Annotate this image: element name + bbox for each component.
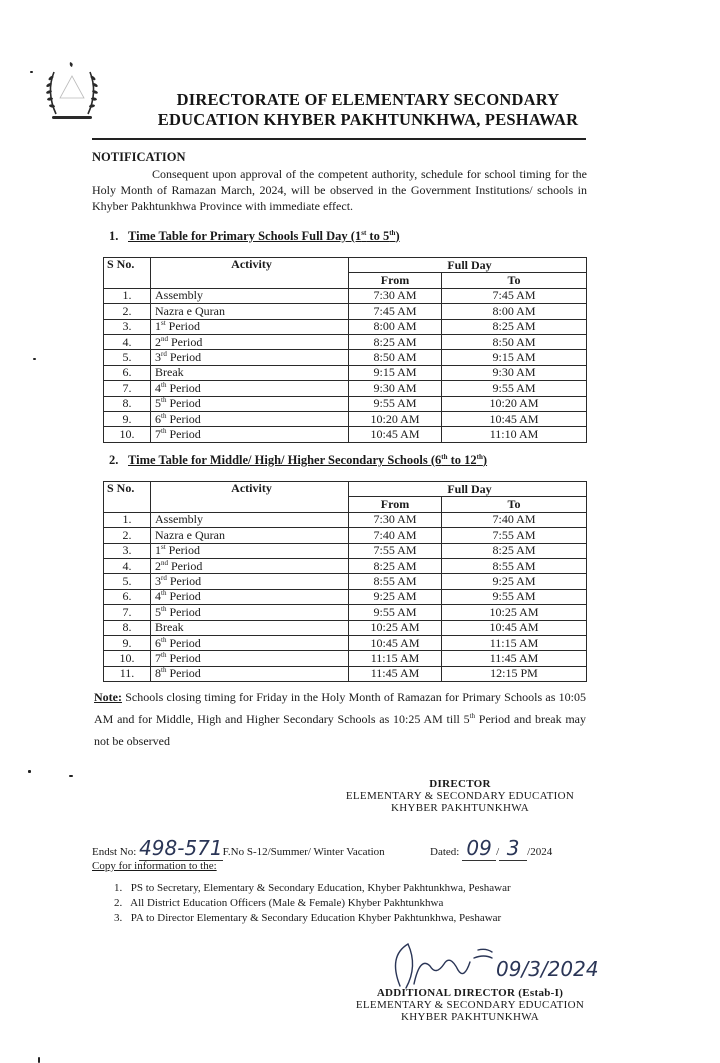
cell-to: 9:30 AM: [442, 365, 587, 380]
cell-sno: 6.: [104, 589, 151, 604]
table-row: [104, 304, 587, 319]
note-label: Note:: [94, 690, 122, 704]
cell-activity: Nazra e Quran: [151, 304, 349, 319]
section-number: 1.: [109, 229, 119, 243]
dated-label: Dated:: [430, 846, 460, 858]
table-row: [104, 288, 587, 303]
cell-activity: 3rd Period: [151, 350, 349, 365]
cell-sno: 10.: [104, 427, 151, 442]
cell-to: 7:40 AM: [442, 512, 587, 527]
table-row: [104, 651, 587, 666]
friday-note: Note: Schools closing timing for Friday in the Holy Month of Ramazan for Primary Schools as 10:05 AM and for Middle, High and Higher Secondary Schools as 10:25 AM till 5th Period and break may not be observed: [94, 690, 586, 748]
col-header-to: To: [442, 497, 587, 512]
header-divider: [92, 138, 586, 140]
cell-from: 11:45 AM: [349, 666, 442, 681]
dated-day: 09: [462, 836, 496, 861]
cell-activity: 1st Period: [151, 543, 349, 558]
cell-sno: 1.: [104, 288, 151, 303]
cell-from: 8:50 AM: [349, 350, 442, 365]
cell-sno: 5.: [104, 350, 151, 365]
section-number: 2.: [109, 453, 119, 467]
cell-from: 7:55 AM: [349, 543, 442, 558]
cell-from: 7:30 AM: [349, 512, 442, 527]
col-header-activity: Activity: [151, 482, 349, 513]
note-text: Schools closing timing for Friday in the Holy Month of Ramazan for Primary Schools as 10:05 AM and for Middle, High and Higher Secondary Schools as 10:25 AM till 5: [94, 690, 586, 726]
scan-speck: [69, 775, 73, 777]
cell-from: 9:15 AM: [349, 365, 442, 380]
cell-to: 9:55 AM: [442, 589, 587, 604]
cell-sno: 2.: [104, 528, 151, 543]
cell-from: 10:20 AM: [349, 411, 442, 426]
cell-to: 10:20 AM: [442, 396, 587, 411]
table-row: [104, 543, 587, 558]
copy-list-item: 3. PA to Director Elementary & Secondary Education Khyber Pakhtunkhwa, Peshawar: [114, 912, 502, 924]
cell-to: 11:15 AM: [442, 635, 587, 650]
additional-director-block: [320, 987, 620, 1023]
cell-activity: 6th Period: [151, 635, 349, 650]
cell-activity: 4th Period: [151, 381, 349, 396]
cell-to: 9:15 AM: [442, 350, 587, 365]
col-header-from: From: [349, 497, 442, 512]
table-row: [104, 512, 587, 527]
cell-sno: 4.: [104, 334, 151, 349]
signatory-province: KHYBER PAKHTUNKHWA: [391, 802, 529, 814]
col-header-sno: S No.: [104, 258, 151, 289]
signature-date: 09/3/2024: [496, 957, 599, 981]
signatory-title: DIRECTOR: [429, 778, 491, 790]
org-header-line2: EDUCATION KHYBER PAKHTUNKHWA, PESHAWAR: [157, 110, 579, 129]
scan-speck: [28, 770, 31, 773]
copy-list-item: 1. PS to Secretary, Elementary & Secondary Education, Khyber Pakhtunkhwa, Peshawar: [114, 882, 511, 894]
cell-activity: 2nd Period: [151, 334, 349, 349]
cell-sno: 11.: [104, 666, 151, 681]
cell-to: 7:45 AM: [442, 288, 587, 303]
section-title-text: Time Table for Middle/ High/ Higher Secondary Schools (6th to 12th): [128, 452, 488, 467]
cell-activity: 1st Period: [151, 319, 349, 334]
endst-label: Endst No:: [92, 846, 137, 858]
table-row: [104, 558, 587, 573]
table-row: [104, 365, 587, 380]
secondary-timetable: [103, 481, 587, 682]
cell-activity: Nazra e Quran: [151, 528, 349, 543]
section-1-title: [109, 229, 400, 244]
section-2-title: [109, 453, 487, 468]
cell-activity: 6th Period: [151, 411, 349, 426]
dated-year: /2024: [527, 846, 553, 858]
table-row: [104, 350, 587, 365]
col-header-to: To: [442, 273, 587, 288]
cell-from: 7:30 AM: [349, 288, 442, 303]
col-header-full-day: Full Day: [349, 258, 587, 273]
cell-sno: 3.: [104, 543, 151, 558]
copy-list-item: 2. All District Education Officers (Male & Female) Khyber Pakhtunkhwa: [114, 897, 444, 909]
note-text-end: Period and break may not be observed: [94, 712, 586, 748]
cell-to: 11:45 AM: [442, 651, 587, 666]
cell-sno: 2.: [104, 304, 151, 319]
intro-text: Consequent upon approval of the competent authority, schedule for school timing for the Holy Month of Ramazan March, 2024, will be observed in the Government Institutions/ schools in Khyber Pakhtunkhwa Province with immediate effect.: [92, 167, 587, 213]
file-number: F.No S-12/Summer/ Winter Vacation: [222, 846, 385, 858]
cell-activity: 2nd Period: [151, 558, 349, 573]
cell-from: 10:45 AM: [349, 635, 442, 650]
cell-activity: Assembly: [151, 288, 349, 303]
cell-from: 9:55 AM: [349, 605, 442, 620]
primary-timetable: [103, 257, 587, 443]
dated-month: 3: [499, 836, 527, 861]
cell-from: 9:55 AM: [349, 396, 442, 411]
cell-sno: 8.: [104, 396, 151, 411]
additional-director-province: KHYBER PAKHTUNKHWA: [401, 1011, 539, 1023]
cell-activity: 4th Period: [151, 589, 349, 604]
table-row: [104, 635, 587, 650]
table-row: [104, 381, 587, 396]
cell-sno: 9.: [104, 635, 151, 650]
col-header-activity: Activity: [151, 258, 349, 289]
cell-from: 7:45 AM: [349, 304, 442, 319]
cell-activity: 5th Period: [151, 605, 349, 620]
cell-to: 8:25 AM: [442, 319, 587, 334]
cell-to: 10:25 AM: [442, 605, 587, 620]
section-title-text: Time Table for Primary Schools Full Day (1st to 5th): [128, 228, 400, 243]
table-row: [104, 528, 587, 543]
cell-sno: 8.: [104, 620, 151, 635]
table-row: [104, 411, 587, 426]
endst-number: 498-571: [139, 836, 223, 860]
kpk-emblem-icon: [42, 58, 102, 126]
cell-from: 8:25 AM: [349, 558, 442, 573]
cell-to: 7:55 AM: [442, 528, 587, 543]
cell-activity: 8th Period: [151, 666, 349, 681]
cell-from: 10:25 AM: [349, 620, 442, 635]
cell-activity: 5th Period: [151, 396, 349, 411]
cell-activity: 3rd Period: [151, 574, 349, 589]
signatory-dept: ELEMENTARY & SECONDARY EDUCATION: [345, 790, 575, 802]
col-header-full-day: Full Day: [349, 482, 587, 497]
table-row: [104, 334, 587, 349]
cell-sno: 10.: [104, 651, 151, 666]
cell-from: 9:30 AM: [349, 381, 442, 396]
cell-activity: Break: [151, 365, 349, 380]
copy-title: Copy for information to the:: [92, 860, 217, 872]
cell-from: 9:25 AM: [349, 589, 442, 604]
cell-to: 8:55 AM: [442, 558, 587, 573]
notification-title: NOTIFICATION: [92, 150, 186, 164]
cell-to: 9:55 AM: [442, 381, 587, 396]
dated-line: Dated: 09 / 3 /2024: [430, 836, 553, 860]
org-header-line1: DIRECTORATE OF ELEMENTARY SECONDARY: [176, 90, 560, 109]
cell-sno: 9.: [104, 411, 151, 426]
cell-to: 10:45 AM: [442, 620, 587, 635]
cell-to: 8:50 AM: [442, 334, 587, 349]
cell-to: 8:00 AM: [442, 304, 587, 319]
notification-intro: [92, 166, 587, 214]
cell-sno: 3.: [104, 319, 151, 334]
table-row: [104, 620, 587, 635]
additional-director-dept: ELEMENTARY & SECONDARY EDUCATION: [355, 999, 585, 1011]
cell-sno: 5.: [104, 574, 151, 589]
table-row: [104, 605, 587, 620]
cell-activity: Assembly: [151, 512, 349, 527]
table-row: [104, 574, 587, 589]
scan-speck: [33, 358, 36, 360]
cell-activity: Break: [151, 620, 349, 635]
scan-speck: [30, 71, 33, 73]
col-header-sno: S No.: [104, 482, 151, 513]
cell-from: 7:40 AM: [349, 528, 442, 543]
cell-sno: 7.: [104, 605, 151, 620]
cell-from: 11:15 AM: [349, 651, 442, 666]
cell-to: 10:45 AM: [442, 411, 587, 426]
table-row: [104, 427, 587, 442]
table-row: [104, 396, 587, 411]
cell-sno: 6.: [104, 365, 151, 380]
table-row: [104, 319, 587, 334]
cell-to: 11:10 AM: [442, 427, 587, 442]
additional-director-title: ADDITIONAL DIRECTOR (Estab-I): [376, 987, 564, 999]
cell-activity: 7th Period: [151, 651, 349, 666]
scan-speck: [38, 1057, 40, 1063]
cell-sno: 7.: [104, 381, 151, 396]
cell-from: 8:25 AM: [349, 334, 442, 349]
endorsement-line: [92, 836, 385, 861]
cell-sno: 1.: [104, 512, 151, 527]
copy-list: [114, 881, 511, 926]
cell-from: 8:00 AM: [349, 319, 442, 334]
cell-from: 10:45 AM: [349, 427, 442, 442]
table-row: [104, 666, 587, 681]
col-header-from: From: [349, 273, 442, 288]
cell-from: 8:55 AM: [349, 574, 442, 589]
cell-to: 9:25 AM: [442, 574, 587, 589]
table-row: [104, 589, 587, 604]
cell-to: 8:25 AM: [442, 543, 587, 558]
director-signature-block: [300, 778, 620, 814]
cell-sno: 4.: [104, 558, 151, 573]
cell-activity: 7th Period: [151, 427, 349, 442]
cell-to: 12:15 PM: [442, 666, 587, 681]
